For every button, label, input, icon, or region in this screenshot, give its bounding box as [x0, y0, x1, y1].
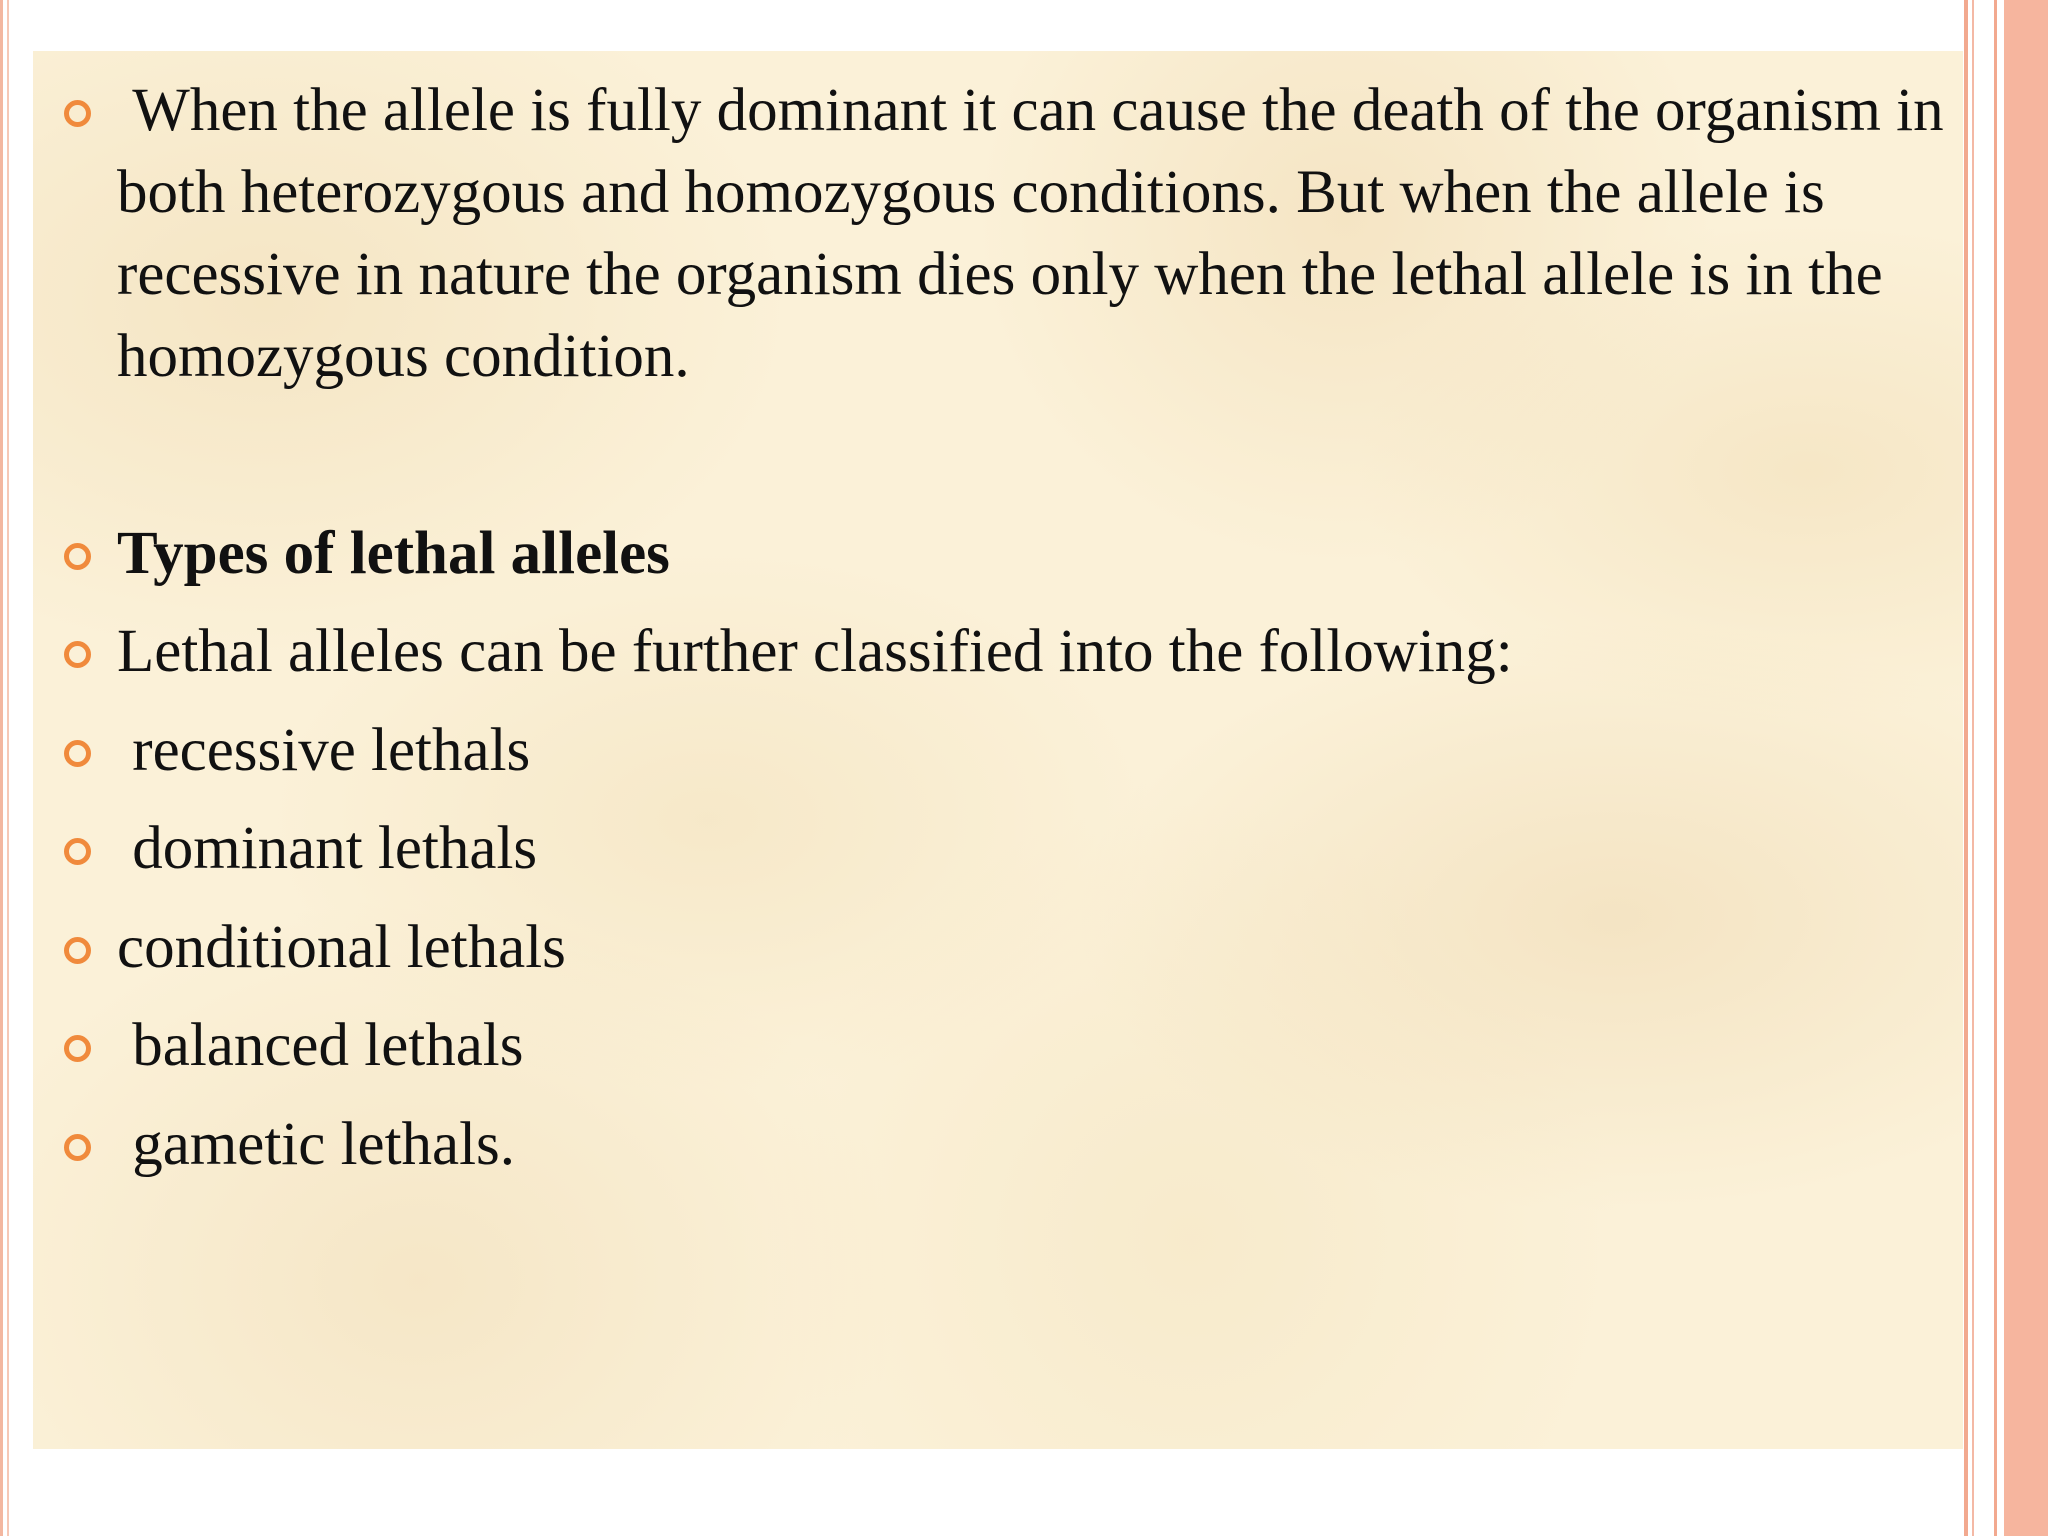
bullet-item — [33, 70, 1959, 410]
bullet-text: Lethal alleles can be further classified into the following: — [117, 618, 1513, 685]
ring-bullet-icon — [64, 740, 91, 767]
right-border-line — [1972, 0, 1974, 1536]
right-border-line — [1994, 0, 1997, 1536]
ring-bullet-icon — [64, 838, 91, 865]
ring-bullet-icon — [64, 1035, 91, 1062]
section-heading: Types of lethal alleles — [117, 520, 670, 587]
left-border-line-inner — [7, 0, 9, 1536]
left-border-line — [0, 0, 3, 1536]
ring-bullet-icon — [64, 1134, 91, 1161]
ring-bullet-icon — [64, 641, 91, 668]
bullet-text: gametic lethals. — [117, 1111, 516, 1178]
slide-content-panel — [33, 51, 1963, 1449]
bullet-text: conditional lethals — [117, 914, 566, 981]
ring-bullet-icon — [64, 937, 91, 964]
right-border-line — [1964, 0, 1968, 1536]
bullet-text: dominant lethals — [117, 815, 538, 882]
ring-bullet-icon — [64, 100, 91, 127]
bullet-text: recessive lethals — [117, 717, 531, 784]
bullet-text: When the allele is fully dominant it can cause the death of the organism in both heterozygous and homozygous conditions. But when the allele is recessive in nature the organism dies only when the lethal allele is in the homozygous condition. — [117, 77, 1959, 390]
right-border-band — [2004, 0, 2048, 1536]
bullet-text: balanced lethals — [117, 1012, 524, 1079]
right-decorative-border — [1964, 0, 2048, 1536]
ring-bullet-icon — [64, 543, 91, 570]
